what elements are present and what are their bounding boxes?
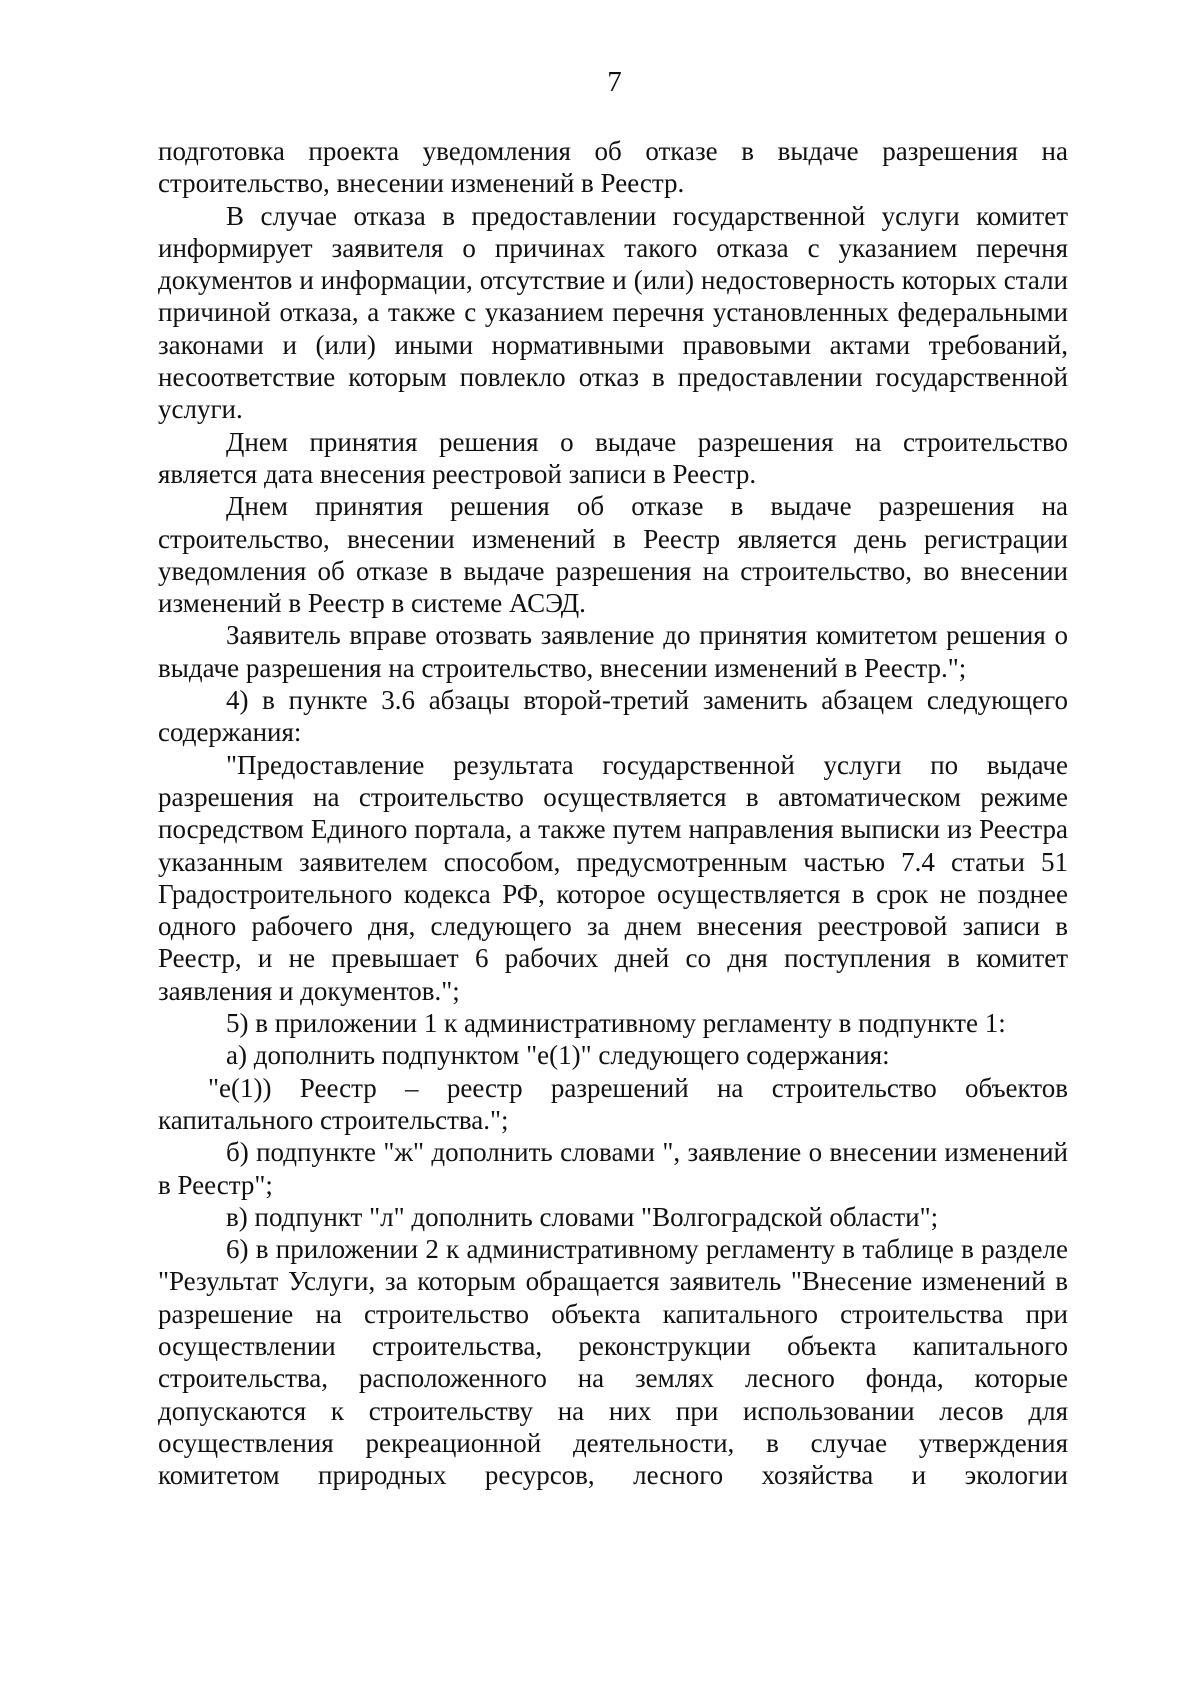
paragraph: В случае отказа в предоставлении государственной услуги комитет информирует заявителя о причинах такого отказа с указанием перечня документов и информации, отсутствие и (или) недостоверность которых стали причиной отказа, а также с указанием перечня установленных федеральными законами и (или) иными нормативными правовыми актами требований, несоответствие которым повлекло отказ в предоставлении государственной услуги. [158,200,1068,425]
page-number: 7 [607,66,622,98]
document-body [158,135,1068,1491]
paragraph: Заявитель вправе отозвать заявление до принятия комитетом решения о выдаче разрешения на строительство, внесении изменений в Реестр."; [158,620,1068,683]
paragraph: Днем принятия решения о выдаче разрешения на строительство является дата внесения реестровой записи в Реестр. [158,426,1068,489]
paragraph: "е(1)) Реестр – реестр разрешений на строительство объектов капитального строительства."; [158,1072,1068,1135]
paragraph: 6) в приложении 2 к административному регламенту в таблице в разделе "Результат Услуги, за которым обращается заявитель "Внесение изменений в разрешение на строительство объекта капитального строительства при осуществлении строительства, реконструкции объекта капитального строительства, расположенного на землях лесного фонда, которые допускаются к строительству на них при использовании лесов для осуществления рекреационной деятельности, в случае утверждения комитетом природных ресурсов, лесного хозяйства и экологии [158,1234,1068,1491]
paragraph: подготовка проекта уведомления об отказе в выдаче разрешения на строительство, внесении изменений в Реестр. [158,136,1068,199]
paragraph: б) подпункте "ж" дополнить словами ", заявление о внесении изменений в Реестр"; [158,1137,1068,1200]
paragraph: а) дополнить подпунктом "е(1)" следующего содержания: [226,1040,890,1071]
paragraph: Днем принятия решения об отказе в выдаче разрешения на строительство, внесении изменений в Реестр является день регистрации уведомления об отказе в выдаче разрешения на строительство, во внесении изменений в Реестр в системе АСЭД. [158,491,1068,619]
paragraph: в) подпункт "л" дополнить словами "Волгоградской области"; [226,1201,939,1232]
paragraph: 5) в приложении 1 к административному регламенту в подпункте 1: [226,1008,1006,1039]
paragraph: "Предоставление результата государственной услуги по выдаче разрешения на строительство осуществляется в автоматическом режиме посредством Единого портала, а также путем направления выписки из Реестра указанным заявителем способом, предусмотренным частью 7.4 статьи 51 Градостроительного кодекса РФ, которое осуществляется в срок не позднее одного рабочего дня, следующего за днем внесения реестровой записи в Реестр, и не превышает 6 рабочих дней со дня поступления в комитет заявления и документов."; [158,749,1068,1006]
paragraph: 4) в пункте 3.6 абзацы второй-третий заменить абзацем следующего содержания: [158,685,1068,748]
